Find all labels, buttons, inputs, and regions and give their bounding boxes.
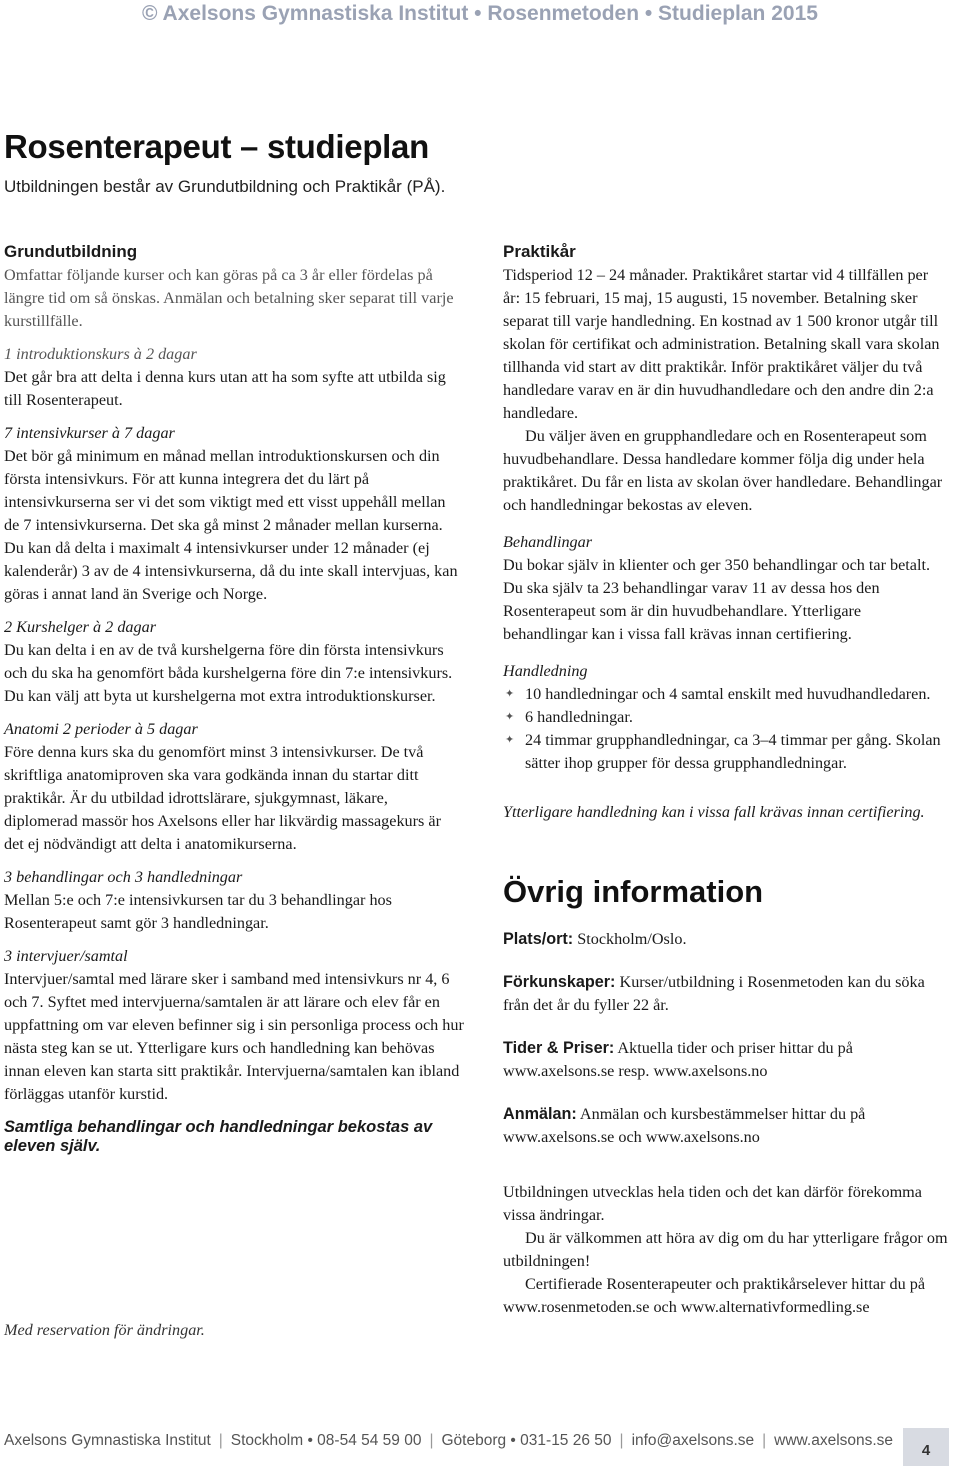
- reservation-note: Med reservation för ändringar.: [4, 1321, 205, 1339]
- ovrig-information-heading: Övrig information: [503, 874, 764, 909]
- bullet-icon: ✦: [505, 734, 515, 746]
- list-item: ✦ 10 handledningar och 4 samtal enskilt med huvudhandledaren.: [503, 683, 948, 706]
- page-title: Rosenterapeut – studieplan: [4, 128, 429, 165]
- kurshelger-heading: 2 Kurshelger à 2 dagar: [4, 618, 156, 636]
- intervjuer-text: Intervjuer/samtal med lärare sker i samband med intensivkurs nr 4, 6 och 7. Syftet med intervjuerna/samtalen är att lärare och elev får en uppfattning om var eleven befinner sig i sin personliga process och hur nästa steg kan se ut. Ytterligare kurs och handledning kan behövas innan eleven kan starta sitt praktikår. Intervjuerna/samtalen kan ibland förläggas utanför kurstid.: [4, 970, 464, 1103]
- behandlingar-text: Mellan 5:e och 7:e intensivkursen tar du 3 behandlingar hos Rosenterapeut samt gör 3 handledningar.: [4, 891, 392, 932]
- grundutbildning-text: Omfattar följande kurser och kan göras på ca 3 år eller fördelas på längre tid om så önskas. Anmälan och betalning sker separat till varje kurstillfälle.: [4, 266, 454, 330]
- ytterligare-note: Ytterligare handledning kan i vissa fall krävas innan certifiering.: [503, 803, 925, 821]
- right-column: [503, 240, 948, 1319]
- intervjuer-heading: 3 intervjuer/samtal: [4, 947, 128, 965]
- behandlingar-sub-heading: Behandlingar: [503, 533, 593, 551]
- footer-website: www.axelsons.se: [774, 1432, 894, 1449]
- footer-email: info@axelsons.se: [631, 1432, 755, 1449]
- samtliga-note: Samtliga behandlingar och handledningar bekostas av eleven själv.: [4, 1118, 433, 1155]
- page-subtitle: Utbildningen består av Grundutbildning och Praktikår (PÅ).: [4, 177, 446, 196]
- intensiv-heading: 7 intensivkurser à 7 dagar: [4, 424, 175, 442]
- bullet-icon: ✦: [505, 688, 515, 700]
- forkunskaper-label: Förkunskaper:: [503, 973, 616, 991]
- footer-stockholm: Stockholm • 08-54 54 59 00: [230, 1432, 422, 1449]
- anmalan-label: Anmälan:: [503, 1105, 577, 1123]
- footer-goteborg: Göteborg • 031-15 26 50: [441, 1432, 612, 1449]
- intro-heading: 1 introduktionskurs à 2 dagar: [4, 345, 197, 363]
- closing-text-1: Utbildningen utvecklas hela tiden och det kan därför förekomma vissa ändringar.: [503, 1183, 922, 1224]
- footer-institute: Axelsons Gymnastiska Institut: [4, 1432, 211, 1449]
- page-footer: Axelsons Gymnastiska Institut | Stockholm • 08-54 54 59 00 | Göteborg • 031-15 26 50 | info@axelsons.se | www.axelsons.se: [4, 1432, 894, 1449]
- praktikar-text: Tidsperiod 12 – 24 månader. Praktikåret startar vid 4 tillfällen per år: 15 februari, 15 maj, 15 augusti, 15 november. Betalning sker separat till varje handledning. En kostnad av 1 500 kronor utgår till skolan för certifikat och administration. Betalning skall vara skolan tillhanda vid start av ditt praktikår. Inför praktikåret väljer du två handledare varav en är din huvudhandledare och den andre din 2:a handledare.: [503, 266, 940, 422]
- handledning-list: [503, 683, 948, 775]
- forkunskaper-info: Förkunskaper: Kurser/utbildning i Rosenmetoden kan du söka från det år du fyller 22 år.: [503, 973, 925, 1014]
- tider-info: Tider & Priser: Aktuella tider och priser hittar du på www.axelsons.se resp. www.axelsons.no: [503, 1039, 853, 1080]
- handledning-heading: Handledning: [503, 662, 588, 680]
- behandlingar-sub-text: Du bokar själv in klienter och ger 350 behandlingar och tar betalt. Du ska själv ta 23 behandlingar varav 11 av dessa hos den Rosenterapeut som är din huvudbehandlare. Ytterligare behandlingar kan i vissa fall krävas innan certifiering.: [503, 556, 931, 643]
- list-item: ✦ 24 timmar grupphandledningar, ca 3–4 timmar per gång. Skolan sätter ihop grupper för dessa grupphandledningar.: [505, 731, 941, 772]
- anatomi-heading: Anatomi 2 perioder à 5 dagar: [4, 720, 198, 738]
- running-header: © Axelsons Gymnastiska Institut • Rosenmetoden • Studieplan 2015: [142, 2, 818, 25]
- left-column: [4, 240, 464, 1156]
- page-number: 4: [903, 1428, 949, 1466]
- intro-text: Det går bra att delta i denna kurs utan att ha som syfte att utbilda sig till Rosenterapeut.: [4, 368, 446, 409]
- praktikar-text-2: Du väljer även en grupphandledare och en Rosenterapeut som huvudbehandlare. Dessa handledare kommer följa dig under hela praktikåret. Du får en lista av skolan över handledare. Behandlingar och handledningar bekostas av eleven.: [503, 427, 943, 514]
- plats-info: Plats/ort: Stockholm/Oslo.: [503, 930, 687, 948]
- anatomi-text: Före denna kurs ska du genomfört minst 3 intensivkurser. De två skriftliga anatomiproven ska vara godkända innan du startar ditt praktikår. Är du utbildad idrottslärare, sjukgymnast, läkare, diplomerad massör hos Axelsons eller har likvärdig massagekurs är det ej nödvändigt att delta i anatomikurserna.: [4, 743, 441, 853]
- plats-label: Plats/ort:: [503, 930, 574, 948]
- bullet-icon: ✦: [505, 711, 515, 723]
- praktikar-heading: Praktikår: [503, 242, 576, 261]
- list-item: ✦ 6 handledningar.: [503, 706, 948, 729]
- grundutbildning-heading: Grundutbildning: [4, 242, 138, 261]
- tider-label: Tider & Priser:: [503, 1039, 615, 1057]
- kurshelger-text: Du kan delta i en av de två kurshelgerna före din första intensivkurs och du ska ha genomfört båda kurshelgerna före din 7:e intensivkurs. Du kan välj att byta ut kurshelgerna mot extra introduktionskurser.: [4, 641, 453, 705]
- anmalan-info: Anmälan: Anmälan och kursbestämmelser hittar du på www.axelsons.se och www.axelsons.no: [503, 1105, 866, 1146]
- intensiv-text: Det bör gå minimum en månad mellan introduktionskursen och din första intensivkurs. För att kunna integrera det du lärt på intensivkurserna ser vi det som viktigt med ett visst uppehåll mellan de 7 intensivkurserna. Det ska gå minst 2 månader mellan kurserna. Du kan då delta i maximalt 4 intensivkurser under 12 månader (ej kalenderår) 3 av de 4 intensivkurserna, då du inte skall intervjuas, kan göras i annat land än Sverige och Norge.: [4, 447, 458, 603]
- behandlingar-heading: 3 behandlingar och 3 handledningar: [4, 868, 243, 886]
- closing-text-3: Certifierade Rosenterapeuter och praktikårselever hittar du på www.rosenmetoden.se och www.alternativformedling.se: [503, 1275, 926, 1316]
- closing-text-2: Du är välkommen att höra av dig om du har ytterligare frågor om utbildningen!: [503, 1229, 948, 1270]
